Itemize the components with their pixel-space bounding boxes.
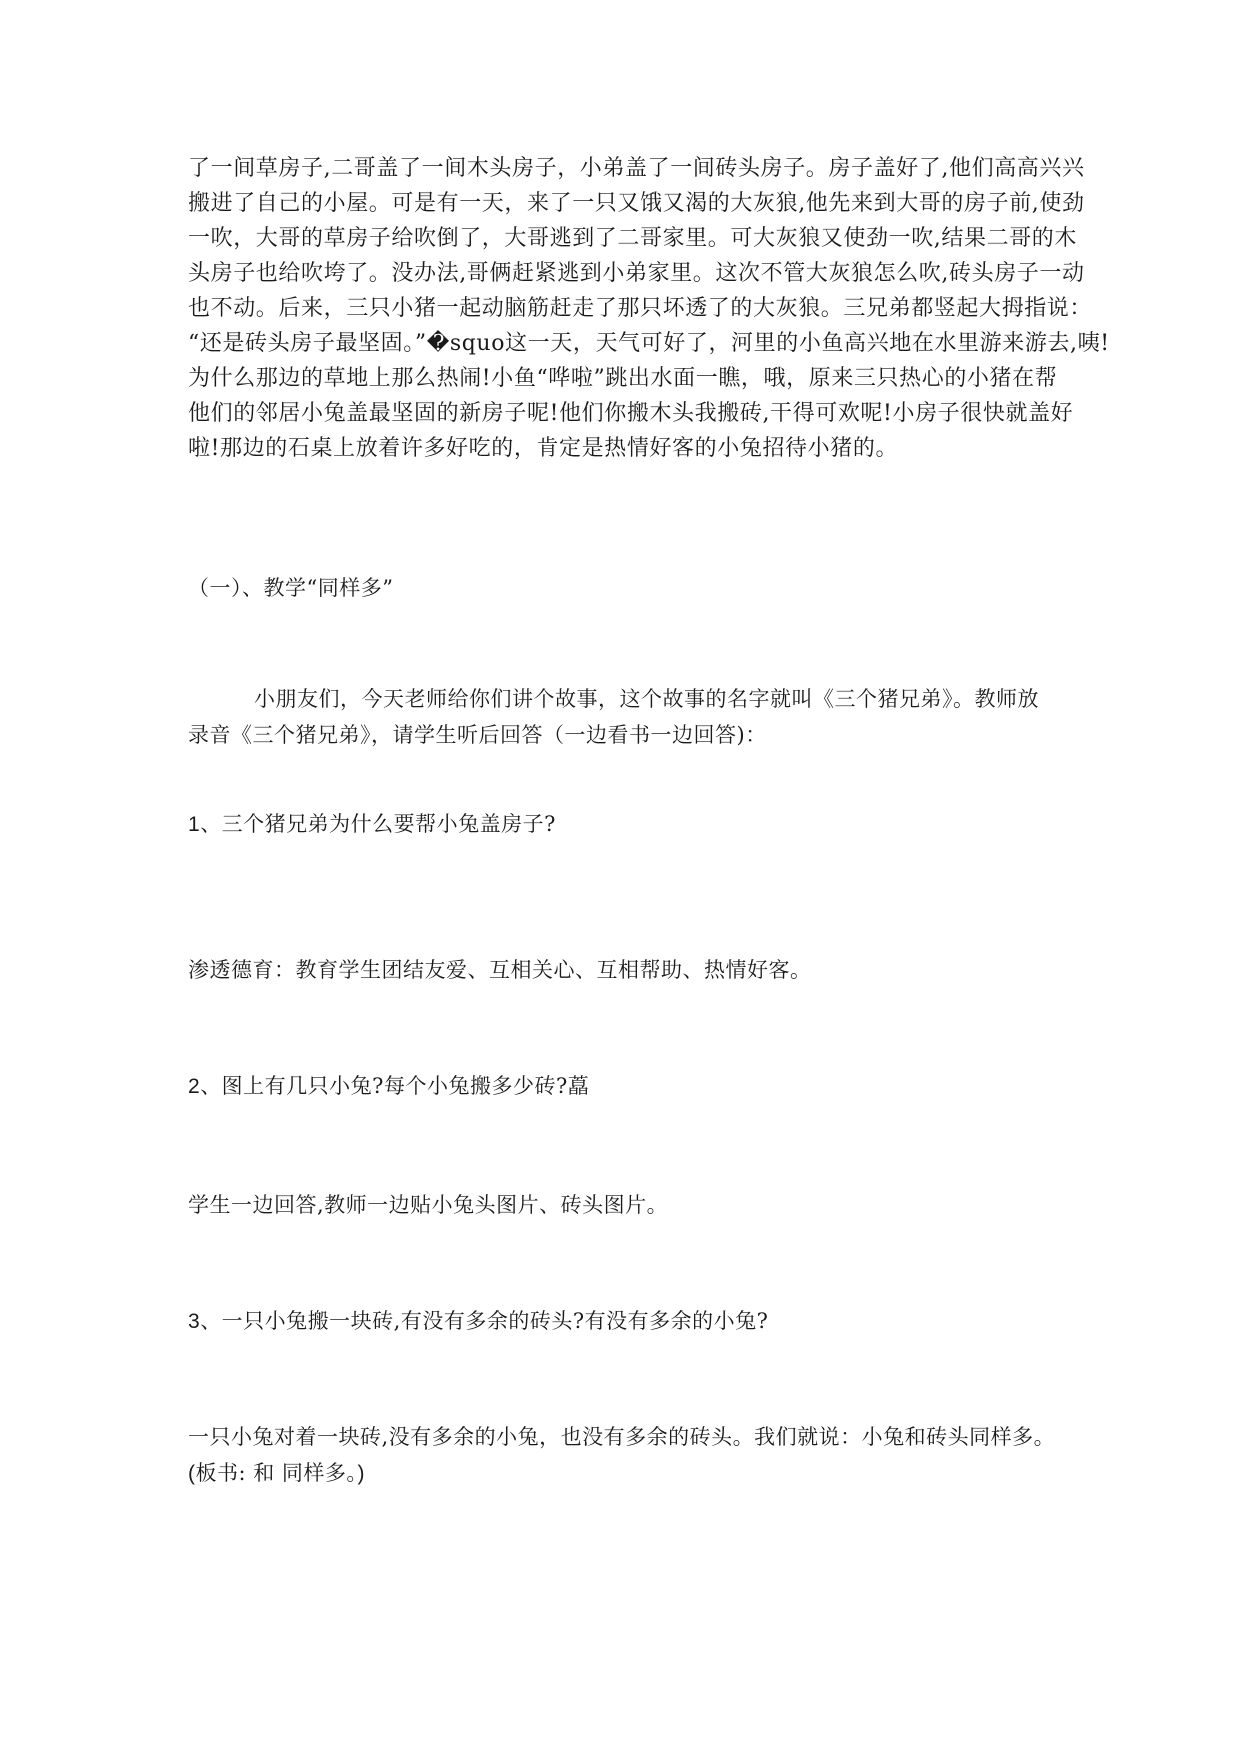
- paren-close: ): [357, 1462, 365, 1485]
- story-line: 头房子也给吹垮了。没办法,哥俩赶紧逃到小弟家里。这次不管大灰狼怎么吹,砖头房子一动: [188, 261, 1085, 286]
- question-text: 、图上有几只小兔?每个小兔搬多少砖?藠: [200, 1074, 590, 1098]
- moral-education-line: [188, 952, 812, 988]
- story-line: 一吹，大哥的草房子给吹倒了，大哥逃到了二哥家里。可大灰狼又使劲一吹,结果二哥的木: [188, 226, 1077, 251]
- story-line: 也不动。后来，三只小猪一起动脑筋赶走了那只坏透了的大灰狼。三兄弟都竖起大拇指说：: [188, 296, 1093, 321]
- question-1: [188, 806, 556, 842]
- story-paragraph: [188, 151, 1110, 466]
- activity-text: 学生一边回答,教师一边贴小兔头图片、砖头图片。: [188, 1193, 669, 1217]
- question-number: 2: [188, 1075, 201, 1098]
- intro-line-1: 小朋友们，今天老师给你们讲个故事，这个故事的名字就叫《三个猪兄弟》。教师放: [254, 687, 1039, 711]
- story-line: 搬进了自己的小屋。可是有一天，来了一只又饿又渴的大灰狼,他先来到大哥的房子前,使劲: [188, 191, 1085, 216]
- intro-line-2: 录音《三个猪兄弟》，请学生听后回答（一边看书一边回答)：: [188, 723, 767, 747]
- board-writing-text: 板书: 和 同样多。: [195, 1461, 358, 1485]
- question-2: [188, 1068, 589, 1104]
- question-text: 、三个猪兄弟为什么要帮小兔盖房子?: [200, 812, 556, 836]
- section-heading: （一）、教学“同样多”: [188, 576, 394, 600]
- question-number: 3: [188, 1310, 201, 1333]
- question-3: [188, 1303, 768, 1339]
- intro-paragraph: [188, 681, 1039, 753]
- question-text: 、一只小兔搬一块砖,有没有多余的砖头?有没有多余的小兔?: [200, 1309, 769, 1333]
- activity-line: [188, 1187, 668, 1223]
- story-line: “还是砖头房子最坚固。”�squo这一天，天气可好了，河里的小鱼高兴地在水里游来游去,咦!: [188, 331, 1110, 356]
- paren-open: (: [188, 1462, 196, 1485]
- conclusion-paragraph: [188, 1419, 1055, 1491]
- story-line: 为什么那边的草地上那么热闹!小鱼“哗啦”跳出水面一瞧，哦，原来三只热心的小猪在帮: [188, 366, 1058, 391]
- moral-text: 渗透德育：教育学生团结友爱、互相关心、互相帮助、热情好客。: [188, 958, 812, 982]
- story-line: 他们的邻居小兔盖最坚固的新房子呢!他们你搬木头我搬砖,干得可欢呢!小房子很快就盖好: [188, 401, 1074, 426]
- conclusion-line-2: [188, 1455, 1055, 1491]
- story-line: 了一间草房子,二哥盖了一间木头房子，小弟盖了一间砖头房子。房子盖好了,他们高高兴兴: [188, 156, 1085, 181]
- question-number: 1: [188, 813, 201, 836]
- story-line: 啦!那边的石桌上放着许多好吃的，肯定是热情好客的小兔招待小猪的。: [188, 436, 899, 461]
- conclusion-line-1: 一只小兔对着一块砖,没有多余的小兔，也没有多余的砖头。我们就说：小兔和砖头同样多。: [188, 1425, 1056, 1449]
